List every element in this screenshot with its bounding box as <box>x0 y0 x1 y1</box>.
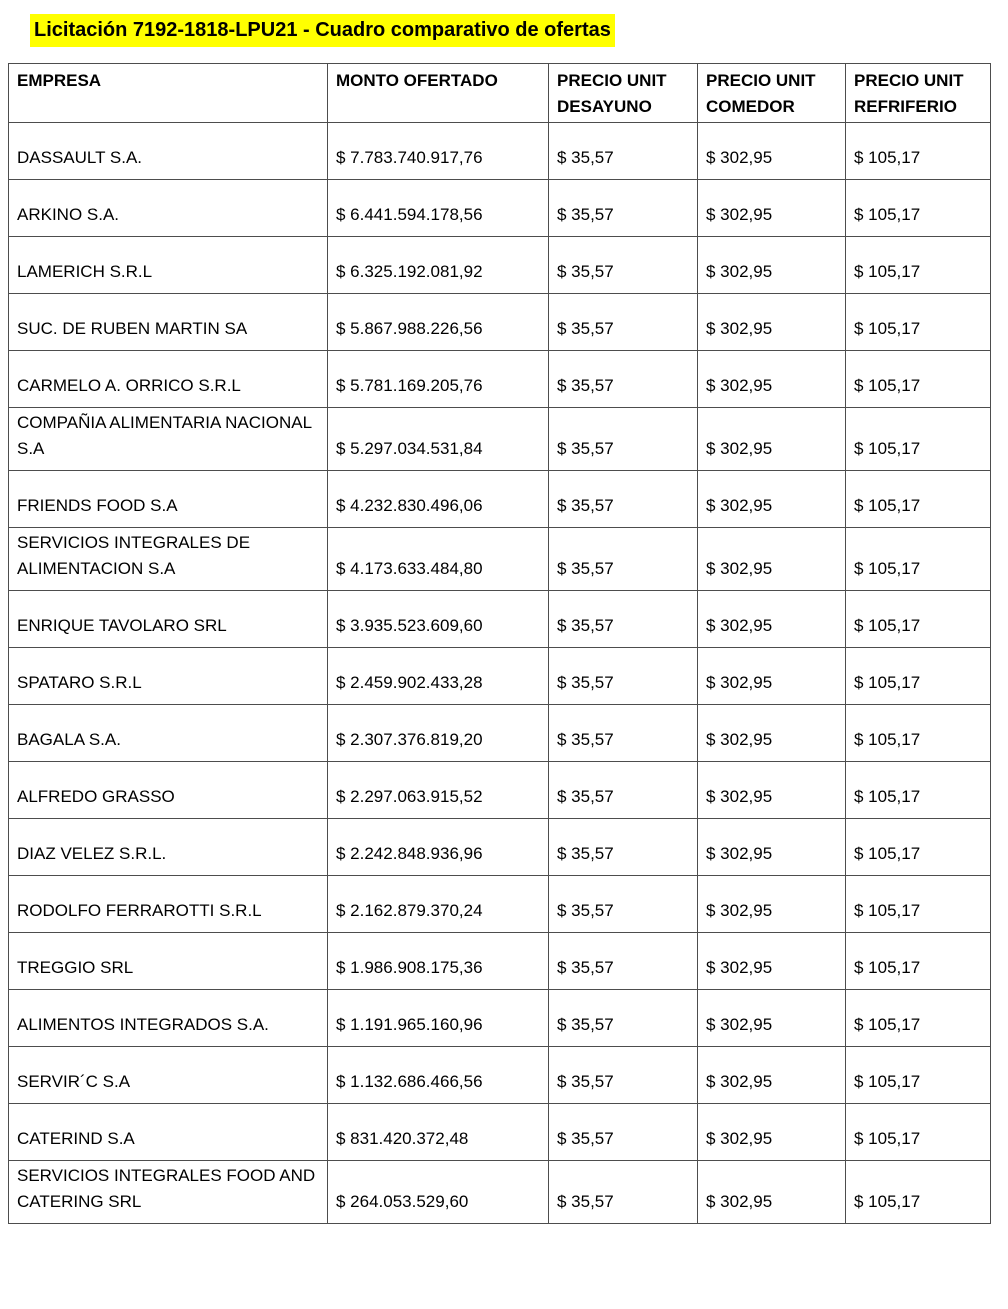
empresa-cell: RODOLFO FERRAROTTI S.R.L <box>9 876 328 933</box>
table-row <box>9 294 991 351</box>
precio-comedor-cell: $ 302,95 <box>698 180 846 237</box>
monto-ofertado-cell: $ 1.191.965.160,96 <box>328 990 549 1047</box>
header-precio-unit-desayuno: PRECIO UNIT DESAYUNO <box>549 64 698 123</box>
precio-desayuno-cell: $ 35,57 <box>549 471 698 528</box>
monto-ofertado-cell: $ 2.162.879.370,24 <box>328 876 549 933</box>
monto-ofertado-cell: $ 6.441.594.178,56 <box>328 180 549 237</box>
precio-comedor-cell: $ 302,95 <box>698 1047 846 1104</box>
empresa-cell: FRIENDS FOOD S.A <box>9 471 328 528</box>
table-row <box>9 1161 991 1224</box>
precio-refriferio-cell: $ 105,17 <box>846 123 991 180</box>
precio-refriferio-cell: $ 105,17 <box>846 762 991 819</box>
empresa-cell: TREGGIO SRL <box>9 933 328 990</box>
monto-ofertado-cell: $ 6.325.192.081,92 <box>328 237 549 294</box>
empresa-cell: ALFREDO GRASSO <box>9 762 328 819</box>
precio-desayuno-cell: $ 35,57 <box>549 408 698 471</box>
table-row <box>9 471 991 528</box>
monto-ofertado-cell: $ 2.242.848.936,96 <box>328 819 549 876</box>
monto-ofertado-cell: $ 3.935.523.609,60 <box>328 591 549 648</box>
monto-ofertado-cell: $ 2.459.902.433,28 <box>328 648 549 705</box>
document-title <box>30 14 1008 47</box>
table-row <box>9 1104 991 1161</box>
precio-comedor-cell: $ 302,95 <box>698 528 846 591</box>
monto-ofertado-cell: $ 5.297.034.531,84 <box>328 408 549 471</box>
precio-comedor-cell: $ 302,95 <box>698 471 846 528</box>
monto-ofertado-cell: $ 5.781.169.205,76 <box>328 351 549 408</box>
precio-comedor-cell: $ 302,95 <box>698 294 846 351</box>
precio-comedor-cell: $ 302,95 <box>698 876 846 933</box>
monto-ofertado-cell: $ 1.986.908.175,36 <box>328 933 549 990</box>
empresa-cell: SUC. DE RUBEN MARTIN SA <box>9 294 328 351</box>
empresa-cell: ALIMENTOS INTEGRADOS S.A. <box>9 990 328 1047</box>
table-row <box>9 123 991 180</box>
precio-refriferio-cell: $ 105,17 <box>846 876 991 933</box>
precio-desayuno-cell: $ 35,57 <box>549 528 698 591</box>
precio-refriferio-cell: $ 105,17 <box>846 237 991 294</box>
empresa-cell: CATERIND S.A <box>9 1104 328 1161</box>
monto-ofertado-cell: $ 5.867.988.226,56 <box>328 294 549 351</box>
precio-comedor-cell: $ 302,95 <box>698 762 846 819</box>
precio-desayuno-cell: $ 35,57 <box>549 351 698 408</box>
precio-refriferio-cell: $ 105,17 <box>846 819 991 876</box>
precio-refriferio-cell: $ 105,17 <box>846 351 991 408</box>
table-row <box>9 705 991 762</box>
precio-refriferio-cell: $ 105,17 <box>846 471 991 528</box>
precio-comedor-cell: $ 302,95 <box>698 408 846 471</box>
precio-desayuno-cell: $ 35,57 <box>549 180 698 237</box>
table-row <box>9 408 991 471</box>
precio-comedor-cell: $ 302,95 <box>698 705 846 762</box>
precio-desayuno-cell: $ 35,57 <box>549 237 698 294</box>
table-row <box>9 351 991 408</box>
monto-ofertado-cell: $ 1.132.686.466,56 <box>328 1047 549 1104</box>
precio-refriferio-cell: $ 105,17 <box>846 591 991 648</box>
precio-desayuno-cell: $ 35,57 <box>549 819 698 876</box>
precio-refriferio-cell: $ 105,17 <box>846 1047 991 1104</box>
empresa-cell: ENRIQUE TAVOLARO SRL <box>9 591 328 648</box>
empresa-cell: DASSAULT S.A. <box>9 123 328 180</box>
precio-refriferio-cell: $ 105,17 <box>846 528 991 591</box>
precio-desayuno-cell: $ 35,57 <box>549 591 698 648</box>
precio-refriferio-cell: $ 105,17 <box>846 705 991 762</box>
monto-ofertado-cell: $ 2.297.063.915,52 <box>328 762 549 819</box>
precio-refriferio-cell: $ 105,17 <box>846 1161 991 1224</box>
precio-comedor-cell: $ 302,95 <box>698 1104 846 1161</box>
precio-comedor-cell: $ 302,95 <box>698 1161 846 1224</box>
table-row <box>9 819 991 876</box>
precio-desayuno-cell: $ 35,57 <box>549 1161 698 1224</box>
precio-refriferio-cell: $ 105,17 <box>846 648 991 705</box>
precio-desayuno-cell: $ 35,57 <box>549 648 698 705</box>
table-row <box>9 1047 991 1104</box>
empresa-cell: BAGALA S.A. <box>9 705 328 762</box>
table-row <box>9 990 991 1047</box>
precio-comedor-cell: $ 302,95 <box>698 648 846 705</box>
precio-comedor-cell: $ 302,95 <box>698 591 846 648</box>
empresa-cell: SERVICIOS INTEGRALES DE ALIMENTACION S.A <box>9 528 328 591</box>
table-row <box>9 762 991 819</box>
monto-ofertado-cell: $ 7.783.740.917,76 <box>328 123 549 180</box>
monto-ofertado-cell: $ 2.307.376.819,20 <box>328 705 549 762</box>
precio-comedor-cell: $ 302,95 <box>698 123 846 180</box>
table-row <box>9 591 991 648</box>
precio-desayuno-cell: $ 35,57 <box>549 294 698 351</box>
monto-ofertado-cell: $ 4.173.633.484,80 <box>328 528 549 591</box>
document-title-highlight: Licitación 7192-1818-LPU21 - Cuadro comparativo de ofertas <box>30 14 615 47</box>
monto-ofertado-cell: $ 4.232.830.496,06 <box>328 471 549 528</box>
precio-refriferio-cell: $ 105,17 <box>846 408 991 471</box>
precio-desayuno-cell: $ 35,57 <box>549 705 698 762</box>
header-monto-ofertado: MONTO OFERTADO <box>328 64 549 123</box>
table-row <box>9 237 991 294</box>
document-page <box>0 14 1008 1309</box>
precio-refriferio-cell: $ 105,17 <box>846 1104 991 1161</box>
table-row <box>9 528 991 591</box>
precio-comedor-cell: $ 302,95 <box>698 351 846 408</box>
empresa-cell: SERVIR´C S.A <box>9 1047 328 1104</box>
table-row <box>9 876 991 933</box>
monto-ofertado-cell: $ 831.420.372,48 <box>328 1104 549 1161</box>
table-row <box>9 648 991 705</box>
precio-refriferio-cell: $ 105,17 <box>846 990 991 1047</box>
empresa-cell: DIAZ VELEZ S.R.L. <box>9 819 328 876</box>
table-body <box>9 123 991 1224</box>
precio-desayuno-cell: $ 35,57 <box>549 1104 698 1161</box>
precio-desayuno-cell: $ 35,57 <box>549 876 698 933</box>
precio-desayuno-cell: $ 35,57 <box>549 123 698 180</box>
precio-comedor-cell: $ 302,95 <box>698 819 846 876</box>
empresa-cell: ARKINO S.A. <box>9 180 328 237</box>
header-empresa: EMPRESA <box>9 64 328 123</box>
precio-desayuno-cell: $ 35,57 <box>549 762 698 819</box>
precio-refriferio-cell: $ 105,17 <box>846 180 991 237</box>
header-precio-unit-refriferio: PRECIO UNIT REFRIFERIO <box>846 64 991 123</box>
header-precio-unit-comedor: PRECIO UNIT COMEDOR <box>698 64 846 123</box>
empresa-cell: CARMELO A. ORRICO S.R.L <box>9 351 328 408</box>
empresa-cell: SERVICIOS INTEGRALES FOOD AND CATERING SRL <box>9 1161 328 1224</box>
monto-ofertado-cell: $ 264.053.529,60 <box>328 1161 549 1224</box>
precio-refriferio-cell: $ 105,17 <box>846 933 991 990</box>
table-header <box>9 64 991 123</box>
empresa-cell: COMPAÑIA ALIMENTARIA NACIONAL S.A <box>9 408 328 471</box>
empresa-cell: LAMERICH S.R.L <box>9 237 328 294</box>
precio-comedor-cell: $ 302,95 <box>698 990 846 1047</box>
precio-comedor-cell: $ 302,95 <box>698 933 846 990</box>
precio-comedor-cell: $ 302,95 <box>698 237 846 294</box>
header-row <box>9 64 991 123</box>
precio-refriferio-cell: $ 105,17 <box>846 294 991 351</box>
empresa-cell: SPATARO S.R.L <box>9 648 328 705</box>
table-row <box>9 180 991 237</box>
precio-desayuno-cell: $ 35,57 <box>549 933 698 990</box>
offers-comparison-table <box>8 63 991 1224</box>
precio-desayuno-cell: $ 35,57 <box>549 990 698 1047</box>
precio-desayuno-cell: $ 35,57 <box>549 1047 698 1104</box>
table-row <box>9 933 991 990</box>
